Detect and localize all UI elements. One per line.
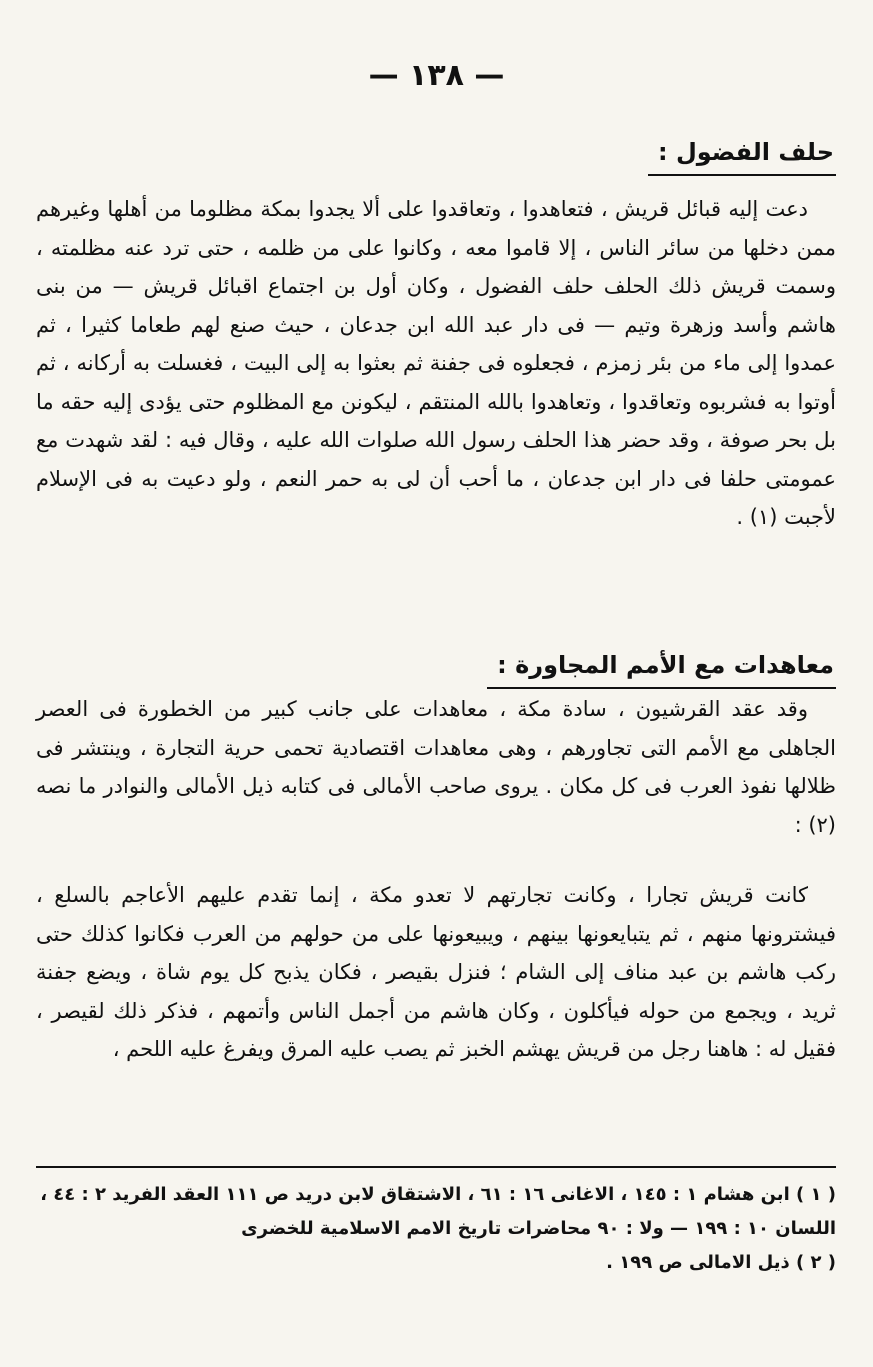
section-paragraph [36, 190, 836, 537]
page-number: — ١٣٨ — [368, 58, 505, 93]
section-title: معاهدات مع الأمم المجاورة : [487, 645, 836, 689]
footnote-divider [36, 1166, 836, 1168]
paragraph-text: وقد عقد القرشيون ، سادة مكة ، معاهدات على جانب كبير من الخطورة فى العصر الجاهلى مع الأمم التى تجاورهم ، وهى معاهدات اقتصادية تحمى حرية التجارة ، وينتشر فى ظلالها نفوذ العرب فى كل مكان . يروى صاحب الأمالى فى كتابه ذيل الأمالى والنوادر ما نصه (٢) : [36, 697, 836, 837]
section-paragraph [36, 690, 836, 844]
footnote-1: ( ١ ) ابن هشام ١ : ١٤٥ ، الاغانى ١٦ : ٦١ ، الاشتقاق لابن دريد ص ١١١ العقد الفريد ٢ : ٤٤ ، اللسان ١٠ : ١٩٩ — ولا : ٩٠ محاضرات تاريخ الامم الاسلامية للخضرى [40, 1184, 836, 1239]
section-title: حلف الفضول : [648, 132, 836, 176]
footnotes [36, 1178, 836, 1280]
paragraph-text: كانت قريش تجارا ، وكانت تجارتهم لا تعدو مكة ، إنما تقدم عليهم الأعاجم بالسلع ، فيشترونها منهم ، ثم يتبايعونها بينهم ، ويبيعونها على من حولهم من العرب فكانوا كذلك حتى ركب هاشم بن عبد مناف إلى الشام ؛ فنزل بقيصر ، فكان يذبح كل يوم شاة ، ويضع جفنة ثريد ، ويجمع من حوله فيأكلون ، وكان هاشم من أجمل الناس وأتمهم ، فذكر ذلك لقيصر ، فقيل له : هاهنا رجل من قريش يهشم الخبز ثم يصب عليه المرق ويفرغ عليه اللحم ، [36, 883, 836, 1061]
quoted-paragraph [36, 876, 836, 1069]
footnote-2: ( ٢ ) ذيل الامالى ص ١٩٩ . [606, 1252, 836, 1273]
section-heading-treaties [36, 645, 836, 689]
section-heading-hilf-al-fudul [36, 132, 836, 176]
paragraph-text: دعت إليه قبائل قريش ، فتعاهدوا ، وتعاقدوا على ألا يجدوا بمكة مظلوما من أهلها وغيرهم ممن دخلها من سائر الناس ، إلا قاموا معه ، وكانوا على من ظلمه ، حتى ترد عنه مظلمته ، وسمت قريش ذلك الحلف حلف الفضول ، وكان أول بن اجتماع اقبائل قريش — من بنى هاشم وأسد وزهرة وتيم — فى دار عبد الله ابن جدعان ، حيث صنع لهم طعاما كثيرا ، ثم عمدوا إلى ماء من بئر زمزم ، فجعلوه فى جفنة ثم بعثوا به إلى البيت ، فغسلت به أركانه ، ثم أوتوا به فشربوه وتعاقدوا ، وتعاهدوا بالله المنتقم ، ليكونن مع المظلوم حتى يؤدى إليه حقه ما بل بحر صوفة ، وقد حضر هذا الحلف رسول الله صلوات الله عليه ، وقال فيه : لقد شهدت مع عمومتى حلفا فى دار ابن جدعان ، ما أحب أن لى به حمر النعم ، ولو دعيت به فى الإسلام لأجبت (١) . [36, 197, 836, 529]
